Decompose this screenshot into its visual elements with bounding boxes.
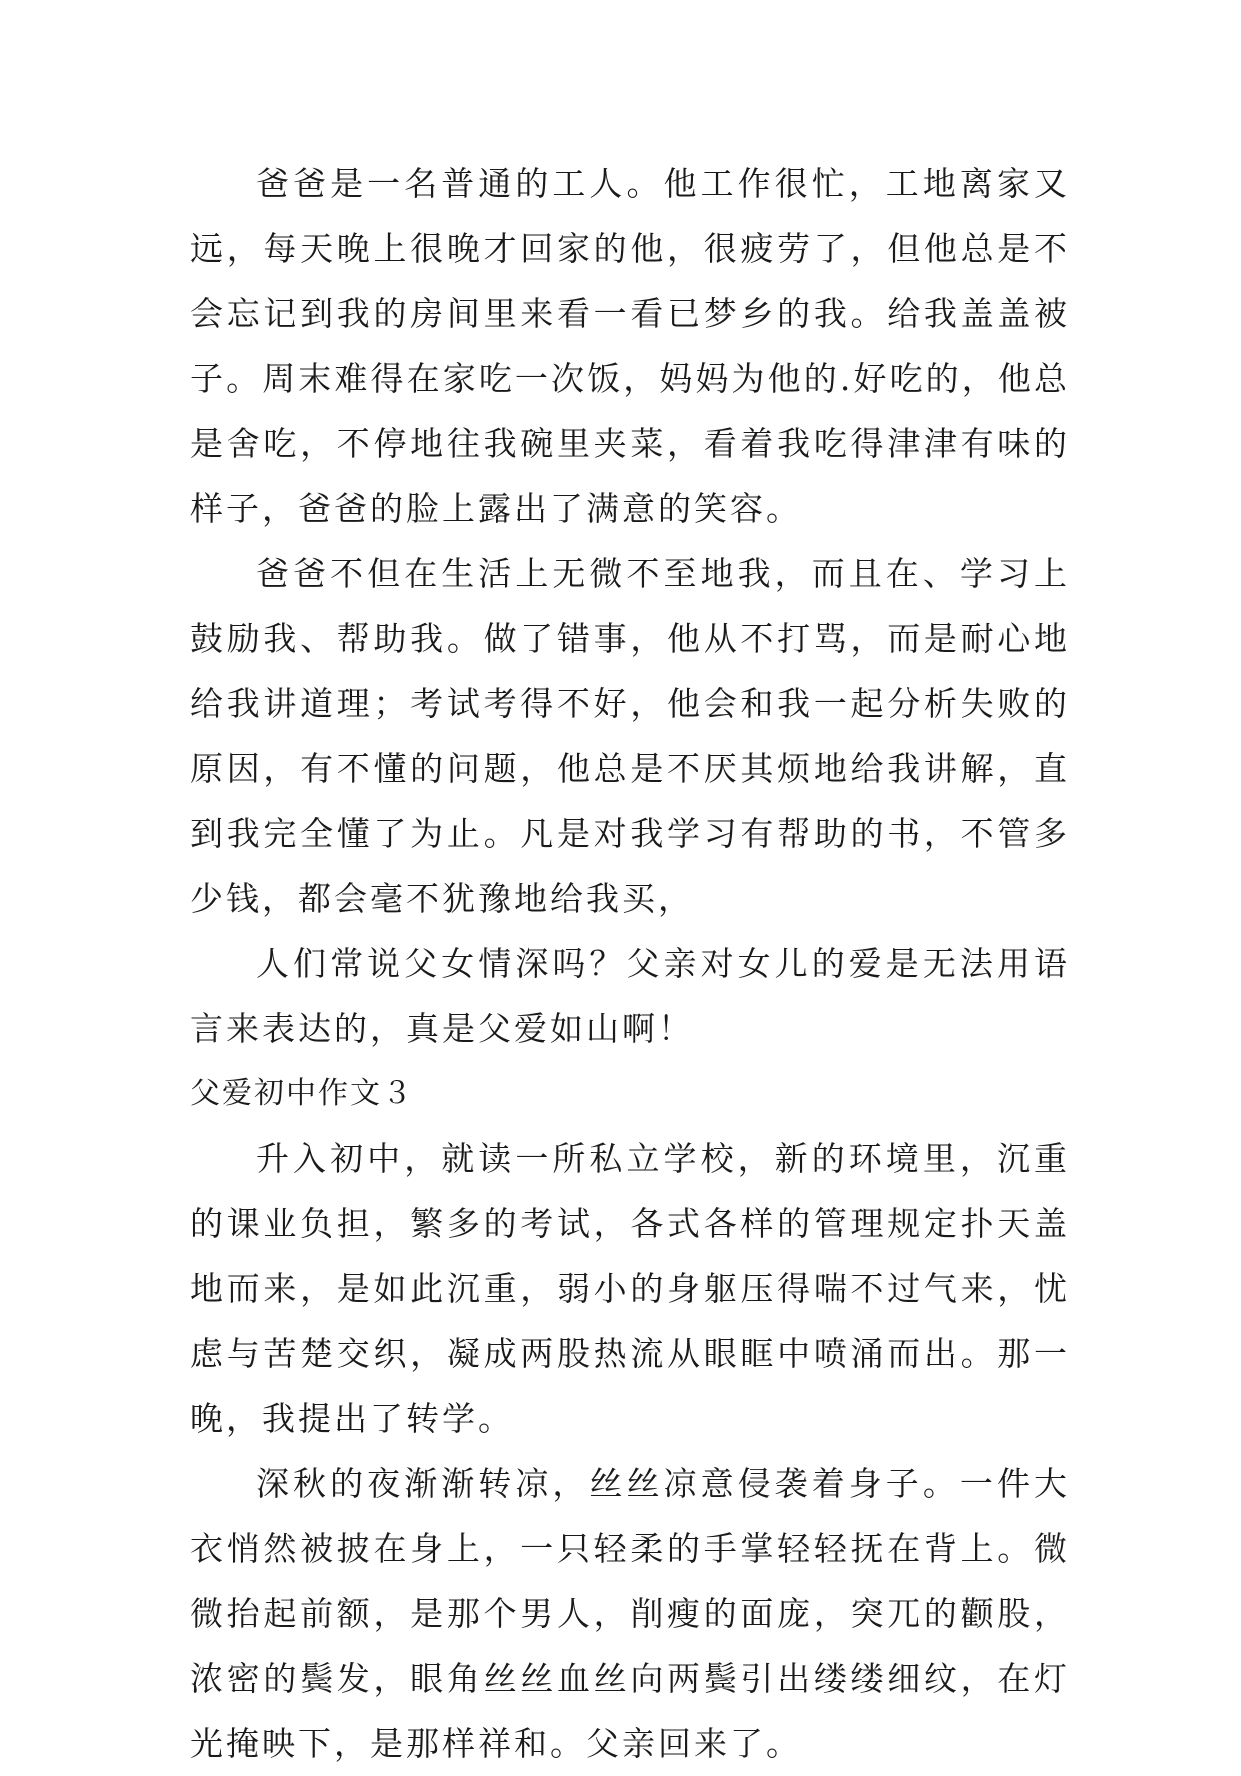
- paragraph-3: 人们常说父女情深吗？父亲对女儿的爱是无法用语言来表达的，真是父爱如山啊！: [190, 944, 1070, 1048]
- paragraph-2: 爸爸不但在生活上无微不至地我，而且在、学习上鼓励我、帮助我。做了错事，他从不打骂，而是耐心地给我讲道理；考试考得不好，他会和我一起分析失败的原因，有不懂的问题，他总是不厌其烦地给我讲解，直到我完全懂了为止。凡是对我学习有帮助的书，不管多少钱，都会毫不犹豫地给我买，: [190, 554, 1070, 918]
- paragraph-5: 深秋的夜渐渐转凉，丝丝凉意侵袭着身子。一件大衣悄然被披在身上，一只轻柔的手掌轻轻抚在背上。微微抬起前额，是那个男人，削瘦的面庞，突兀的颧股，浓密的鬓发，眼角丝丝血丝向两鬓引出缕缕细纹，在灯光掩映下，是那样祥和。父亲回来了。: [190, 1464, 1070, 1763]
- paragraph-1: 爸爸是一名普通的工人。他工作很忙，工地离家又远，每天晚上很晚才回家的他，很疲劳了，但他总是不会忘记到我的房间里来看一看已梦乡的我。给我盖盖被子。周末难得在家吃一次饭，妈妈为他的.好吃的，他总是舍吃，不停地往我碗里夹菜，看着我吃得津津有味的样子，爸爸的脸上露出了满意的笑容。: [190, 164, 1070, 528]
- document-body: [190, 151, 1070, 1776]
- paragraph-4: 升入初中，就读一所私立学校，新的环境里，沉重的课业负担，繁多的考试，各式各样的管理规定扑天盖地而来，是如此沉重，弱小的身躯压得喘不过气来，忧虑与苦楚交织，凝成两股热流从眼眶中喷涌而出。那一晚，我提出了转学。: [190, 1139, 1070, 1438]
- section-heading: 父爱初中作文３: [190, 1076, 414, 1111]
